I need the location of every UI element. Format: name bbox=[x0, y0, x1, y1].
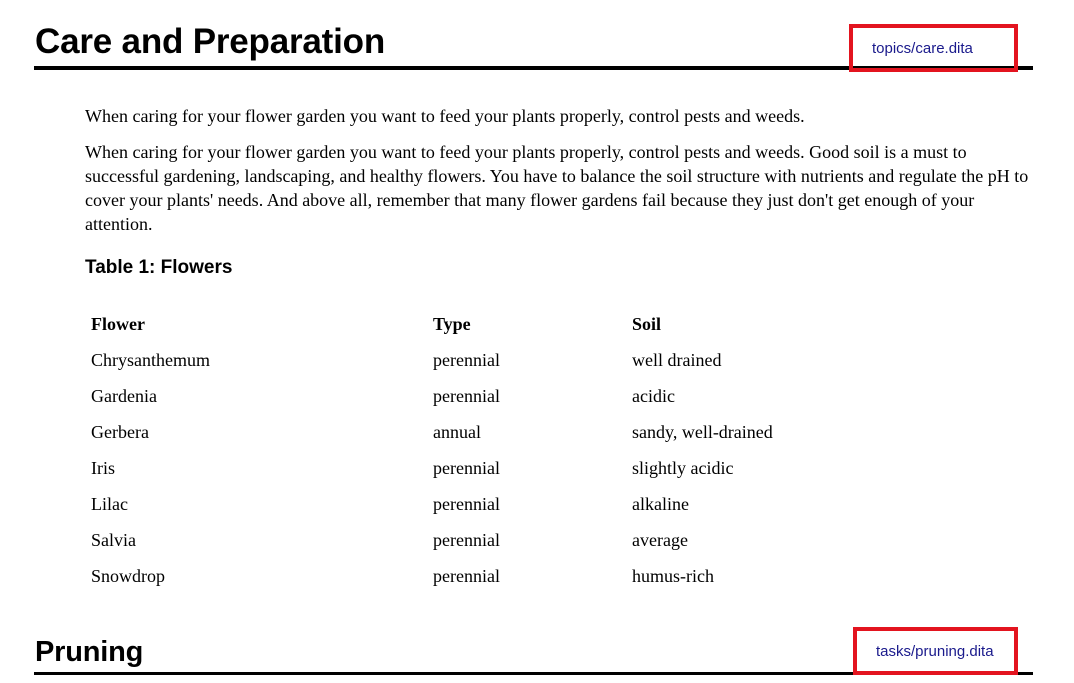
table-row bbox=[91, 450, 892, 486]
cell-flower: Salvia bbox=[91, 529, 136, 550]
cell-soil: alkaline bbox=[632, 493, 689, 514]
column-header-type: Type bbox=[433, 313, 471, 334]
cell-flower: Snowdrop bbox=[91, 565, 166, 586]
body-paragraph bbox=[85, 140, 1030, 236]
table-header-row bbox=[91, 306, 892, 342]
cell-type: perennial bbox=[433, 385, 500, 406]
section-title: Pruning bbox=[35, 636, 144, 668]
cell-type: perennial bbox=[433, 457, 500, 478]
cell-type: perennial bbox=[433, 565, 500, 586]
cell-soil: average bbox=[632, 529, 688, 550]
table-row bbox=[91, 378, 892, 414]
flowers-table bbox=[91, 306, 892, 594]
body-paragraph-text: When caring for your flower garden you want to feed your plants properly, control pests and weeds. Good soil is a must to successful gardening, landscaping, and healthy flowers. You have to balance the soil structure with nutrients and regulate the pH to cover your plants' needs. And above all, remember that many flower gardens fail because they just don't get enough of your attention. bbox=[85, 142, 1029, 234]
table-row bbox=[91, 342, 892, 378]
table-row bbox=[91, 486, 892, 522]
table-row bbox=[91, 414, 892, 450]
column-header-soil: Soil bbox=[632, 313, 662, 334]
source-file-badge[interactable] bbox=[853, 627, 1018, 675]
table-row bbox=[91, 522, 892, 558]
cell-soil: humus-rich bbox=[632, 565, 714, 586]
cell-flower: Lilac bbox=[91, 493, 128, 514]
source-file-link[interactable]: topics/care.dita bbox=[872, 39, 973, 57]
source-file-badge[interactable] bbox=[849, 24, 1018, 72]
short-description bbox=[85, 104, 1030, 128]
cell-soil: sandy, well-drained bbox=[632, 421, 773, 442]
cell-type: perennial bbox=[433, 493, 500, 514]
section-title: Care and Preparation bbox=[35, 22, 385, 61]
cell-soil: acidic bbox=[632, 385, 675, 406]
table-row bbox=[91, 558, 892, 594]
cell-soil: slightly acidic bbox=[632, 457, 734, 478]
short-description-text: When caring for your flower garden you want to feed your plants properly, control pests and weeds. bbox=[85, 106, 805, 126]
cell-type: annual bbox=[433, 421, 481, 442]
cell-flower: Chrysanthemum bbox=[91, 349, 210, 370]
cell-flower: Gerbera bbox=[91, 421, 149, 442]
cell-soil: well drained bbox=[632, 349, 722, 370]
table-caption: Table 1: Flowers bbox=[85, 257, 233, 278]
cell-type: perennial bbox=[433, 349, 500, 370]
column-header-flower: Flower bbox=[91, 313, 145, 334]
cell-flower: Iris bbox=[91, 457, 115, 478]
source-file-link[interactable]: tasks/pruning.dita bbox=[876, 642, 994, 660]
cell-type: perennial bbox=[433, 529, 500, 550]
cell-flower: Gardenia bbox=[91, 385, 157, 406]
